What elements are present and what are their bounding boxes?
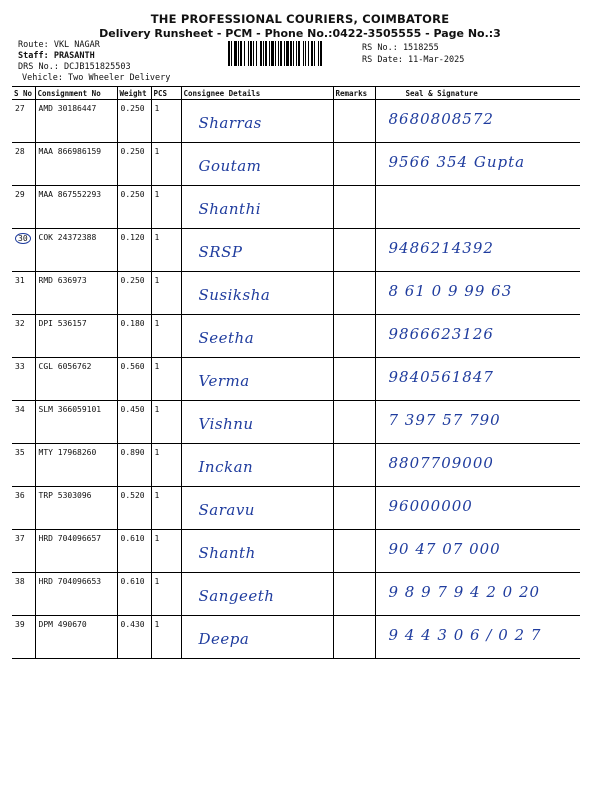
cell-weight: 0.250: [117, 100, 151, 143]
cell-remarks: [333, 487, 375, 530]
vehicle-label: Vehicle: Two Wheeler Delivery: [22, 73, 171, 83]
sno-text: 34: [15, 405, 25, 414]
sno-text: 38: [15, 577, 25, 586]
signature-handwriting: 8680808572: [388, 110, 494, 128]
cell-consignment: AMD 30186447: [35, 100, 117, 143]
consignee-handwriting: Shanth: [198, 544, 256, 562]
cell-seal: [375, 143, 580, 186]
cell-weight: 0.610: [117, 530, 151, 573]
cell-pcs: 1: [151, 358, 181, 401]
cell-consignee: [181, 229, 333, 272]
cell-pcs: 1: [151, 272, 181, 315]
cell-seal: [375, 315, 580, 358]
cell-sno: [12, 100, 35, 143]
cell-consignment: DPM 490670: [35, 616, 117, 659]
cell-pcs: 1: [151, 315, 181, 358]
staff-label: Staff: PRASANTH: [18, 51, 95, 61]
consignee-handwriting: Inckan: [198, 458, 254, 476]
cell-sno: [12, 358, 35, 401]
signature-handwriting: 96000000: [388, 497, 473, 515]
col-sno: S No: [12, 87, 35, 100]
table-row: [12, 358, 580, 401]
cell-remarks: [333, 616, 375, 659]
cell-pcs: 1: [151, 186, 181, 229]
table-row: [12, 272, 580, 315]
cell-sno: [12, 444, 35, 487]
cell-pcs: 1: [151, 444, 181, 487]
cell-remarks: [333, 444, 375, 487]
rs-info: [362, 42, 464, 66]
rs-date: RS Date: 11-Mar-2025: [362, 55, 465, 65]
cell-pcs: 1: [151, 229, 181, 272]
cell-seal: [375, 358, 580, 401]
cell-consignment: MTY 17968260: [35, 444, 117, 487]
cell-consignee: [181, 358, 333, 401]
cell-weight: 0.520: [117, 487, 151, 530]
table-row: [12, 143, 580, 186]
cell-consignment: MAA 866986159: [35, 143, 117, 186]
cell-weight: 0.250: [117, 272, 151, 315]
sno-text: 39: [15, 620, 25, 629]
sno-text: 27: [15, 104, 25, 113]
cell-consignment: TRP 5303096: [35, 487, 117, 530]
cell-consignee: [181, 401, 333, 444]
cell-pcs: 1: [151, 487, 181, 530]
col-seal: Seal & Signature: [375, 87, 580, 100]
cell-consignee: [181, 573, 333, 616]
cell-sno: [12, 315, 35, 358]
cell-consignee: [181, 616, 333, 659]
cell-consignment: CGL 6056762: [35, 358, 117, 401]
cell-seal: [375, 616, 580, 659]
signature-handwriting: [379, 190, 579, 196]
cell-remarks: [333, 315, 375, 358]
cell-sno: [12, 530, 35, 573]
sno-text: 32: [15, 319, 25, 328]
sno-text: 33: [15, 362, 25, 371]
rs-number: RS No.: 1518255: [362, 43, 439, 53]
cell-seal: [375, 229, 580, 272]
cell-sno: [12, 272, 35, 315]
table-header-row: [12, 87, 580, 100]
consignee-handwriting: Sharras: [198, 114, 262, 132]
consignee-handwriting: Goutam: [198, 157, 262, 175]
consignee-handwriting: Deepa: [198, 630, 250, 648]
sno-text: 29: [15, 190, 25, 199]
col-pcs: PCS: [151, 87, 181, 100]
cell-remarks: [333, 186, 375, 229]
cell-pcs: 1: [151, 143, 181, 186]
table-row: [12, 315, 580, 358]
cell-consignment: DPI 536157: [35, 315, 117, 358]
consignee-handwriting: Saravu: [198, 501, 255, 519]
cell-weight: 0.610: [117, 573, 151, 616]
cell-remarks: [333, 143, 375, 186]
runsheet-subtitle: Delivery Runsheet - PCM - Phone No.:0422-3505555 - Page No.:3: [99, 27, 501, 40]
barcode-gap: [322, 41, 323, 66]
cell-seal: [375, 186, 580, 229]
cell-consignment: HRD 704096657: [35, 530, 117, 573]
cell-sno: [12, 573, 35, 616]
col-consignment: Consignment No: [35, 87, 117, 100]
cell-consignee: [181, 530, 333, 573]
cell-seal: [375, 530, 580, 573]
cell-consignee: [181, 487, 333, 530]
cell-sno: [12, 401, 35, 444]
cell-pcs: 1: [151, 573, 181, 616]
cell-weight: 0.450: [117, 401, 151, 444]
signature-handwriting: 9486214392: [388, 239, 494, 257]
signature-handwriting: 8807709000: [388, 454, 494, 472]
consignee-handwriting: SRSP: [198, 243, 243, 261]
cell-remarks: [333, 530, 375, 573]
cell-weight: 0.180: [117, 315, 151, 358]
cell-remarks: [333, 573, 375, 616]
cell-pcs: 1: [151, 616, 181, 659]
cell-seal: [375, 487, 580, 530]
signature-handwriting: 9 8 9 7 9 4 2 0 20: [388, 583, 541, 601]
cell-consignment: HRD 704096653: [35, 573, 117, 616]
cell-seal: [375, 573, 580, 616]
table-row: [12, 186, 580, 229]
cell-consignee: [181, 272, 333, 315]
signature-handwriting: 9866623126: [388, 325, 494, 343]
cell-sno: [12, 143, 35, 186]
cell-sno: [12, 487, 35, 530]
col-remarks: Remarks: [333, 87, 375, 100]
consignee-handwriting: Sangeeth: [198, 587, 275, 605]
cell-weight: 0.250: [117, 143, 151, 186]
table-row: [12, 229, 580, 272]
cell-remarks: [333, 401, 375, 444]
cell-consignment: SLM 366059101: [35, 401, 117, 444]
cell-seal: [375, 401, 580, 444]
cell-sno: [12, 616, 35, 659]
consignee-handwriting: Vishnu: [198, 415, 254, 433]
cell-weight: 0.560: [117, 358, 151, 401]
cell-consignee: [181, 143, 333, 186]
signature-handwriting: 7 397 57 790: [388, 411, 501, 429]
consignee-handwriting: Seetha: [198, 329, 255, 347]
table-row: [12, 616, 580, 659]
table-row: [12, 100, 580, 143]
cell-consignment: COK 24372388: [35, 229, 117, 272]
cell-seal: [375, 272, 580, 315]
cell-consignment: MAA 867552293: [35, 186, 117, 229]
table-row: [12, 573, 580, 616]
cell-remarks: [333, 272, 375, 315]
drs-barcode: [228, 41, 356, 66]
cell-consignee: [181, 315, 333, 358]
signature-handwriting: 9566 354 Gupta: [388, 153, 526, 171]
consignee-handwriting: Verma: [198, 372, 250, 390]
table-row: [12, 401, 580, 444]
signature-handwriting: 9 4 4 3 0 6 / 0 2 7: [388, 626, 542, 644]
runsheet-table: [12, 86, 580, 659]
runsheet-title: THE PROFESSIONAL COURIERS, COIMBATORE: [150, 12, 450, 26]
table-row: [12, 487, 580, 530]
signature-handwriting: 90 47 07 000: [388, 540, 501, 558]
drs-label: DRS No.: DCJB151825503: [18, 62, 131, 72]
cell-consignee: [181, 444, 333, 487]
cell-sno: [12, 186, 35, 229]
cell-seal: [375, 444, 580, 487]
sno-text: 35: [15, 448, 25, 457]
table-row: [12, 444, 580, 487]
col-consignee: Consignee Details: [181, 87, 333, 100]
cell-remarks: [333, 100, 375, 143]
cell-remarks: [333, 229, 375, 272]
circled-sno: 30: [15, 233, 31, 244]
table-row: [12, 530, 580, 573]
cell-pcs: 1: [151, 100, 181, 143]
sno-text: 28: [15, 147, 25, 156]
col-weight: Weight: [117, 87, 151, 100]
cell-consignment: RMD 636973: [35, 272, 117, 315]
cell-seal: [375, 100, 580, 143]
cell-consignee: [181, 100, 333, 143]
cell-weight: 0.890: [117, 444, 151, 487]
consignee-handwriting: Susiksha: [198, 286, 271, 304]
cell-pcs: 1: [151, 401, 181, 444]
consignee-handwriting: Shanthi: [198, 200, 262, 218]
cell-weight: 0.120: [117, 229, 151, 272]
cell-pcs: 1: [151, 530, 181, 573]
cell-sno: [12, 229, 35, 272]
cell-remarks: [333, 358, 375, 401]
cell-weight: 0.430: [117, 616, 151, 659]
sno-text: 31: [15, 276, 25, 285]
cell-consignee: [181, 186, 333, 229]
signature-handwriting: 8 61 0 9 99 63: [388, 282, 513, 300]
cell-weight: 0.250: [117, 186, 151, 229]
signature-handwriting: 9840561847: [388, 368, 494, 386]
route-label: Route: VKL NAGAR: [18, 40, 100, 50]
sno-text: 37: [15, 534, 25, 543]
sno-text: 36: [15, 491, 25, 500]
